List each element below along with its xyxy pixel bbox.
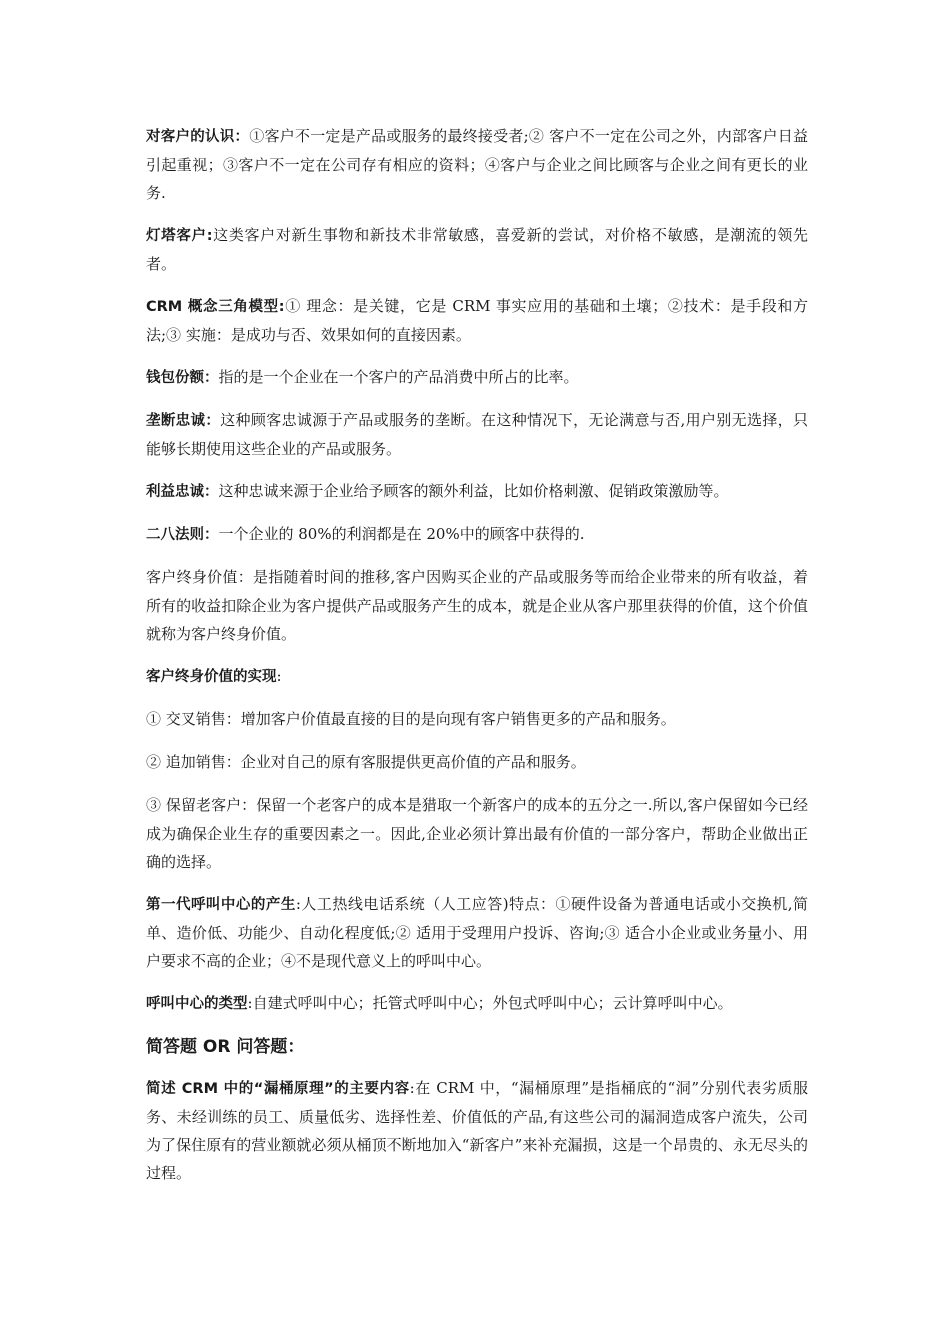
definition-text: ①客户不一定是产品或服务的最终接受者;② 客户不一定在公司之外，内部客户日益引起重视；③客户不一定在公司存有相应的资料；④客户与企业之间比顾客与企业之间有更长的业务. bbox=[146, 127, 809, 202]
definition-text: 自建式呼叫中心；托管式呼叫中心；外包式呼叫中心；云计算呼叫中心。 bbox=[252, 994, 733, 1012]
definition-wallet-share: 钱包份额：指的是一个企业在一个客户的产品消费中所占的比率。 bbox=[146, 368, 579, 386]
term: 灯塔客户 bbox=[146, 228, 207, 244]
term: 简述 CRM 中的“漏桶原理”的主要内容 bbox=[146, 1081, 410, 1097]
clv-item-cross-selling bbox=[146, 705, 808, 734]
clv-item-up-selling bbox=[146, 748, 808, 777]
term: 钱包份额 bbox=[146, 370, 204, 386]
list-item-text: ③ 保留老客户：保留一个老客户的成本是猎取一个新客户的成本的五分之一.所以,客户保留如今已经成为确保企业生存的重要因素之一。因此,企业必须计算出最有价值的一部分客户，帮助企业做出正确的选择。 bbox=[146, 796, 808, 871]
document-body bbox=[146, 122, 808, 1201]
definition-text: 指的是一个企业在一个客户的产品消费中所占的比率。 bbox=[218, 368, 579, 386]
clv-realization-heading: 客户终身价值的实现: bbox=[146, 667, 282, 685]
term: 利益忠诚 bbox=[146, 484, 204, 500]
clv-item-retention bbox=[146, 791, 808, 876]
list-item-text: ② 追加销售：企业对自己的原有客服提供更高价值的产品和服务。 bbox=[146, 753, 586, 771]
definition-text: 这种忠诚来源于企业给予顾客的额外利益，比如价格刺激、促销政策激励等。 bbox=[218, 482, 729, 500]
definition-call-center-types: 呼叫中心的类型:自建式呼叫中心；托管式呼叫中心；外包式呼叫中心；云计算呼叫中心。 bbox=[146, 994, 733, 1012]
term: CRM 概念三角模型 bbox=[146, 299, 279, 315]
term: 第一代呼叫中心的产生 bbox=[146, 897, 296, 913]
definition-lighthouse-customer: 灯塔客户:这类客户对新生事物和新技术非常敏感，喜爱新的尝试，对价格不敏感，是潮流的领先者。 bbox=[146, 226, 808, 273]
definition-text: 客户终身价值：是指随着时间的推移,客户因购买企业的产品或服务等而给企业带来的所有收益，着所有的收益扣除企业为客户提供产品或服务产生的成本，就是企业从客户那里获得的价值，这个价值就称为客户终身价值。 bbox=[146, 568, 808, 643]
term: 呼叫中心的类型 bbox=[146, 996, 248, 1012]
term: 二八法则 bbox=[146, 527, 204, 543]
definition-interest-loyalty: 利益忠诚：这种忠诚来源于企业给予顾客的额外利益，比如价格刺激、促销政策激励等。 bbox=[146, 482, 729, 500]
definition-customer-recognition: 对客户的认识：①客户不一定是产品或服务的最终接受者;② 客户不一定在公司之外，内部客户日益引起重视；③客户不一定在公司存有相应的资料；④客户与企业之间比顾客与企业之间有更长的业务. bbox=[146, 127, 809, 202]
term: 垄断忠诚 bbox=[146, 413, 206, 429]
definition-text: 这种顾客忠诚源于产品或服务的垄断。在这种情况下，无论满意与否,用户别无选择，只能够长期使用这些企业的产品或服务。 bbox=[146, 411, 808, 458]
term: 对客户的认识 bbox=[146, 129, 235, 145]
definition-text: ① 理念：是关键，它是 CRM 事实应用的基础和土壤；②技术：是手段和方法;③ 实施：是成功与否、效果如何的直接因素。 bbox=[146, 297, 808, 344]
answer-leaky-bucket: 简述 CRM 中的“漏桶原理”的主要内容:在 CRM 中，“漏桶原理”是指桶底的“洞”分别代表劣质服务、未经训练的员工、质量低劣、选择性差、价值低的产品,有这些公司的漏洞造成客户流失，公司为了保住原有的营业额就必须从桶顶不断地加入“新客户”来补充漏损，这是一个昂贵的、永无尽头的过程。 bbox=[146, 1079, 809, 1182]
definition-text: 这类客户对新生事物和新技术非常敏感，喜爱新的尝试，对价格不敏感，是潮流的领先者。 bbox=[146, 226, 808, 273]
term: 客户终身价值的实现 bbox=[146, 669, 277, 685]
definition-text: 人工热线电话系统（人工应答)特点：①硬件设备为普通电话或小交换机,简单、造价低、功能少、自动化程度低;② 适用于受理用户投诉、咨询;③ 适合小企业或业务量小、用户要求不高的企业；④不是现代意义上的呼叫中心。 bbox=[146, 895, 808, 970]
definition-first-gen-call-center: 第一代呼叫中心的产生:人工热线电话系统（人工应答)特点：①硬件设备为普通电话或小交换机,简单、造价低、功能少、自动化程度低;② 适用于受理用户投诉、咨询;③ 适合小企业或业务量小、用户要求不高的企业；④不是现代意义上的呼叫中心。 bbox=[146, 895, 808, 970]
definition-pareto-rule: 二八法则：一个企业的 80%的利润都是在 20%中的顾客中获得的. bbox=[146, 525, 585, 543]
answer-text: 在 CRM 中，“漏桶原理”是指桶底的“洞”分别代表劣质服务、未经训练的员工、质量低劣、选择性差、价值低的产品,有这些公司的漏洞造成客户流失，公司为了保住原有的营业额就必须从桶顶不断地加入“新客户”来补充漏损，这是一个昂贵的、永无尽头的过程。 bbox=[146, 1079, 809, 1182]
definition-monopoly-loyalty: 垄断忠诚：这种顾客忠诚源于产品或服务的垄断。在这种情况下，无论满意与否,用户别无选择，只能够长期使用这些企业的产品或服务。 bbox=[146, 411, 808, 458]
definition-text: 一个企业的 80%的利润都是在 20%中的顾客中获得的. bbox=[218, 525, 585, 543]
list-item-text: ① 交叉销售：增加客户价值最直接的目的是向现有客户销售更多的产品和服务。 bbox=[146, 710, 676, 728]
definition-customer-lifetime-value bbox=[146, 563, 808, 648]
definition-crm-triangle: CRM 概念三角模型:① 理念：是关键，它是 CRM 事实应用的基础和土壤；②技术：是手段和方法;③ 实施：是成功与否、效果如何的直接因素。 bbox=[146, 297, 808, 344]
section-heading: 简答题 OR 问答题： bbox=[146, 1037, 305, 1057]
